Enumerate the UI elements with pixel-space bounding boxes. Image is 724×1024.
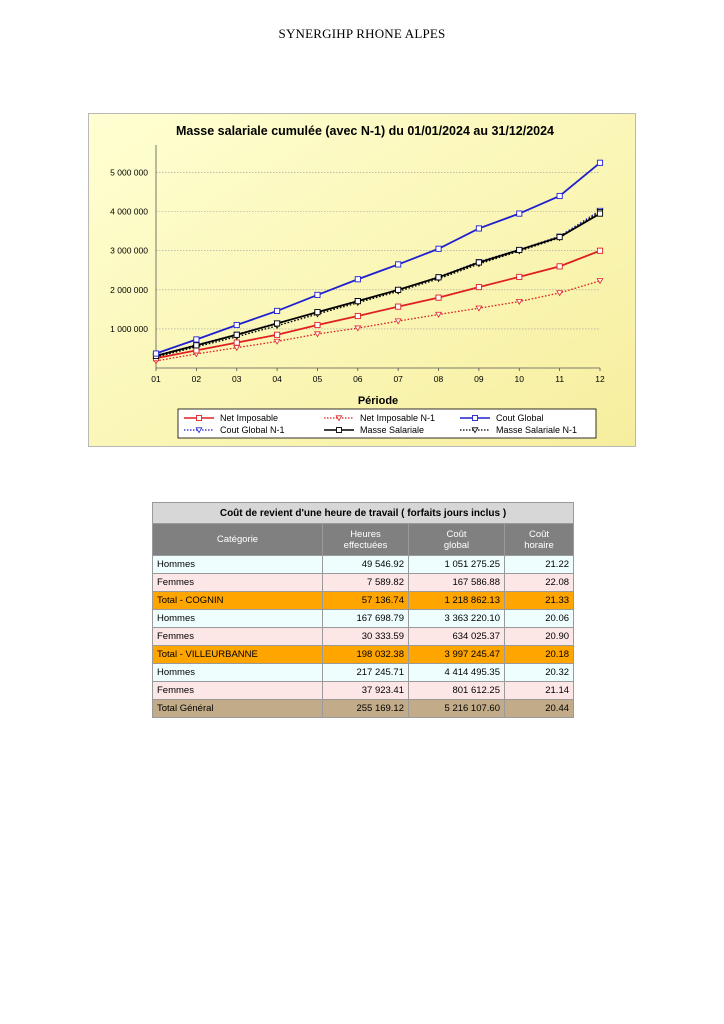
table-row — [153, 682, 574, 700]
data-point — [597, 248, 602, 253]
cell-cout-horaire: 20.44 — [505, 700, 574, 718]
data-point — [396, 262, 401, 267]
header-cout-horaire — [505, 524, 574, 556]
x-tick-label: 01 — [151, 374, 161, 384]
cell-label: Total - VILLEURBANNE — [153, 646, 323, 664]
data-point — [436, 275, 441, 280]
cell-cout-horaire: 21.14 — [505, 682, 574, 700]
data-point — [274, 308, 279, 313]
header-cout-global — [409, 524, 505, 556]
legend-label: Net Imposable N-1 — [360, 413, 436, 423]
data-point — [597, 160, 602, 165]
legend-marker — [197, 416, 202, 421]
y-tick-label: 2 000 000 — [110, 284, 148, 295]
cell-cout-global: 1 051 275.25 — [409, 556, 505, 574]
x-tick-label: 11 — [555, 374, 565, 384]
data-point — [234, 332, 239, 337]
x-tick-label: 03 — [231, 374, 242, 384]
data-point — [194, 343, 199, 348]
data-point — [557, 193, 562, 198]
data-point — [355, 299, 360, 304]
x-tick-label: 02 — [191, 374, 202, 384]
table-row — [153, 610, 574, 628]
cell-label: Hommes — [153, 664, 323, 682]
data-point — [355, 277, 360, 282]
cell-heures: 217 245.71 — [323, 664, 409, 682]
cell-heures: 37 923.41 — [323, 682, 409, 700]
header-horaire-line1: Coût — [528, 528, 550, 540]
legend-marker — [473, 416, 478, 421]
legend-label: Cout Global — [496, 413, 544, 423]
cell-cout-horaire: 22.08 — [505, 574, 574, 592]
data-point — [517, 211, 522, 216]
table-row — [153, 646, 574, 664]
legend-marker — [337, 428, 342, 433]
data-point — [315, 310, 320, 315]
table-row — [153, 574, 574, 592]
data-point — [517, 247, 522, 252]
cell-heures: 57 136.74 — [323, 592, 409, 610]
cell-label: Hommes — [153, 556, 323, 574]
legend-label: Masse Salariale — [360, 425, 425, 435]
cell-heures: 49 546.92 — [323, 556, 409, 574]
legend-label: Masse Salariale N-1 — [496, 425, 578, 435]
header-categorie: Catégorie — [153, 524, 323, 556]
data-point — [194, 348, 199, 353]
x-tick-label: 04 — [272, 374, 282, 384]
y-tick-label: 1 000 000 — [110, 323, 148, 334]
table-row — [153, 556, 574, 574]
table-row — [153, 628, 574, 646]
data-point — [234, 322, 239, 327]
data-point — [436, 246, 441, 251]
header-horaire-line2: horaire — [524, 539, 554, 551]
data-point — [476, 226, 481, 231]
table-row — [153, 592, 574, 610]
table-row — [153, 664, 574, 682]
data-point — [476, 260, 481, 265]
header-heures — [323, 524, 409, 556]
data-point — [315, 322, 320, 327]
y-tick-label: 5 000 000 — [110, 167, 148, 178]
legend-label: Net Imposable — [220, 413, 279, 423]
cell-cout-horaire: 20.18 — [505, 646, 574, 664]
cost-per-hour-table — [152, 502, 574, 718]
data-point — [274, 321, 279, 326]
data-point — [396, 287, 401, 292]
legend-label: Cout Global N-1 — [220, 425, 285, 435]
data-point — [153, 351, 158, 356]
header-heures-line2: effectuées — [343, 539, 388, 551]
cell-cout-global: 634 025.37 — [409, 628, 505, 646]
data-point — [436, 295, 441, 300]
cell-cout-horaire: 20.90 — [505, 628, 574, 646]
y-tick-label: 4 000 000 — [110, 206, 148, 217]
cell-label: Femmes — [153, 628, 323, 646]
table-row — [153, 700, 574, 718]
salary-chart-svg — [88, 113, 636, 447]
data-point — [315, 292, 320, 297]
cell-cout-global: 4 414 495.35 — [409, 664, 505, 682]
cell-cout-global: 801 612.25 — [409, 682, 505, 700]
cell-heures: 167 698.79 — [323, 610, 409, 628]
cell-cout-horaire: 20.32 — [505, 664, 574, 682]
y-tick-label: 3 000 000 — [110, 245, 148, 256]
x-tick-label: 05 — [312, 374, 323, 384]
x-tick-label: 08 — [433, 374, 444, 384]
cell-label: Femmes — [153, 574, 323, 592]
cell-heures: 30 333.59 — [323, 628, 409, 646]
cell-label: Total Général — [153, 700, 323, 718]
header-cout-line1: Coût — [446, 528, 467, 540]
header-heures-line1: Heures — [350, 528, 381, 540]
cell-label: Femmes — [153, 682, 323, 700]
cell-cout-horaire: 20.06 — [505, 610, 574, 628]
cell-cout-global: 5 216 107.60 — [409, 700, 505, 718]
x-tick-label: 07 — [393, 374, 403, 384]
x-tick-label: 12 — [595, 374, 605, 384]
cell-cout-global: 3 363 220.10 — [409, 610, 505, 628]
data-point — [234, 340, 239, 345]
x-axis-title: Période — [357, 395, 399, 407]
data-point — [476, 284, 481, 289]
cell-cout-horaire: 21.22 — [505, 556, 574, 574]
salary-chart — [88, 113, 636, 447]
cell-heures: 255 169.12 — [323, 700, 409, 718]
data-point — [396, 304, 401, 309]
data-point — [355, 313, 360, 318]
cost-table-container — [152, 502, 573, 718]
x-tick-label: 06 — [353, 374, 363, 384]
page-header-company: SYNERGIHP RHONE ALPES — [278, 26, 446, 41]
x-tick-label: 10 — [514, 374, 525, 384]
cell-cout-global: 167 586.88 — [409, 574, 505, 592]
data-point — [557, 234, 562, 239]
cell-label: Total - COGNIN — [153, 592, 323, 610]
data-point — [194, 337, 199, 342]
cell-cout-global: 1 218 862.13 — [409, 592, 505, 610]
cell-cout-global: 3 997 245.47 — [409, 646, 505, 664]
x-tick-label: 09 — [474, 374, 484, 384]
cell-heures: 7 589.82 — [323, 574, 409, 592]
chart-title: Masse salariale cumulée (avec N-1) du 01/01/2024 au 31/12/2024 — [175, 124, 555, 138]
cell-cout-horaire: 21.33 — [505, 592, 574, 610]
data-point — [597, 211, 602, 216]
cell-heures: 198 032.38 — [323, 646, 409, 664]
cell-label: Hommes — [153, 610, 323, 628]
data-point — [557, 264, 562, 269]
data-point — [517, 274, 522, 279]
table-title: Coût de revient d'une heure de travail ( forfaits jours inclus ) — [153, 503, 574, 524]
data-point — [274, 332, 279, 337]
header-cout-line2: global — [443, 539, 470, 551]
